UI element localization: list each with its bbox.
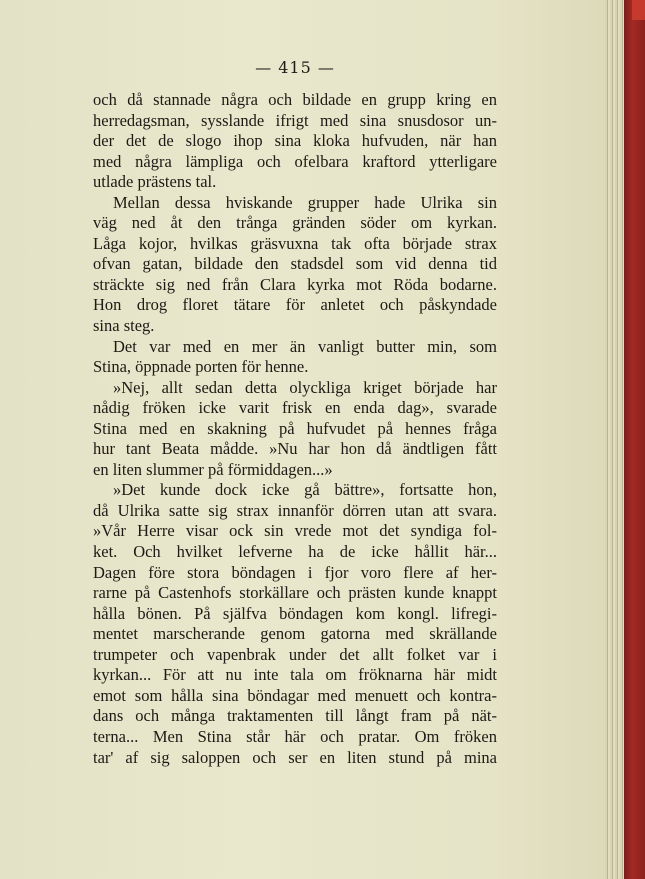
text-line: väg ned åt den trånga gränden söder om kyrkan. <box>93 213 497 233</box>
text-line: tar' af sig saloppen och ser en liten stund på mina <box>93 747 497 767</box>
text-line: utlade prästens tal. <box>93 172 217 192</box>
text-line: emot som hålla sina böndagar med menuett och kontra- <box>93 685 497 705</box>
page-body-text <box>93 90 497 768</box>
text-line: hur tant Beata mådde. »Nu har hon då ändtligen fått <box>93 439 497 459</box>
cover-tape <box>632 0 645 20</box>
text-line: Dagen före stora böndagen i fjor voro flere af her- <box>93 562 497 582</box>
text-line: »Nej, allt sedan detta olyckliga kriget började har <box>113 377 497 397</box>
text-line: Mellan dessa hviskande grupper hade Ulrika sin <box>113 192 497 212</box>
text-line: Stina med en skakning på hufvudet på hennes fråga <box>93 418 497 438</box>
text-line: ket. Och hvilket lefverne ha de icke hållit här... <box>93 542 497 562</box>
text-line: Låga kojor, hvilkas gräsvuxna tak ofta började strax <box>93 233 497 253</box>
text-line: ofvan gatan, bildade den stadsdel som vid denna tid <box>93 254 497 274</box>
text-line: der det de slogo ihop sina kloka hufvuden, när han <box>93 131 497 151</box>
text-line: då Ulrika satte sig strax innanför dörren utan att svara. <box>93 500 497 520</box>
text-line: en liten slummer på förmiddagen...» <box>93 459 333 479</box>
page-number: — 415 — <box>255 58 335 77</box>
text-line: med några lämpliga och ofelbara kraftord ytterligare <box>93 151 497 171</box>
text-line: »Vår Herre visar ock sin vrede mot det syndiga fol- <box>93 521 497 541</box>
text-line: »Det kunde dock icke gå bättre», fortsatte hon, <box>113 480 497 500</box>
text-line: rarne på Castenhofs storkällare och prästen kunde knappt <box>93 583 497 603</box>
text-line: hålla bönen. På själfva böndagen kom kongl. lifregi- <box>93 603 497 623</box>
text-line: herredagsman, sysslande ifrigt med sina snusdosor un- <box>93 110 497 130</box>
text-line: och då stannade några och bildade en grupp kring en <box>93 90 497 109</box>
text-line: sträckte sig ned från Clara kyrka mot Röda bodarne. <box>93 274 497 294</box>
text-line: nådig fröken icke varit frisk en enda dag», svarade <box>93 398 497 418</box>
text-line: Det var med en mer än vanligt butter min, som <box>113 336 497 356</box>
text-line: kyrkan... För att nu inte tala om fröknarna här midt <box>93 665 497 685</box>
text-line: Hon drog floret tätare för anletet och påskyndade <box>93 295 497 315</box>
text-line: dans och många traktamenten till långt fram på nät- <box>93 706 497 726</box>
book-cover-edge <box>624 0 645 879</box>
text-line: mentet marscherande genom gatorna med skrällande <box>93 624 497 644</box>
text-line: Stina, öppnade porten för henne. <box>93 357 309 377</box>
text-line: sina steg. <box>93 316 155 336</box>
text-line: terna... Men Stina står här och pratar. Om fröken <box>93 726 497 746</box>
text-line: trumpeter och vapenbrak under det allt folket var i <box>93 644 497 664</box>
